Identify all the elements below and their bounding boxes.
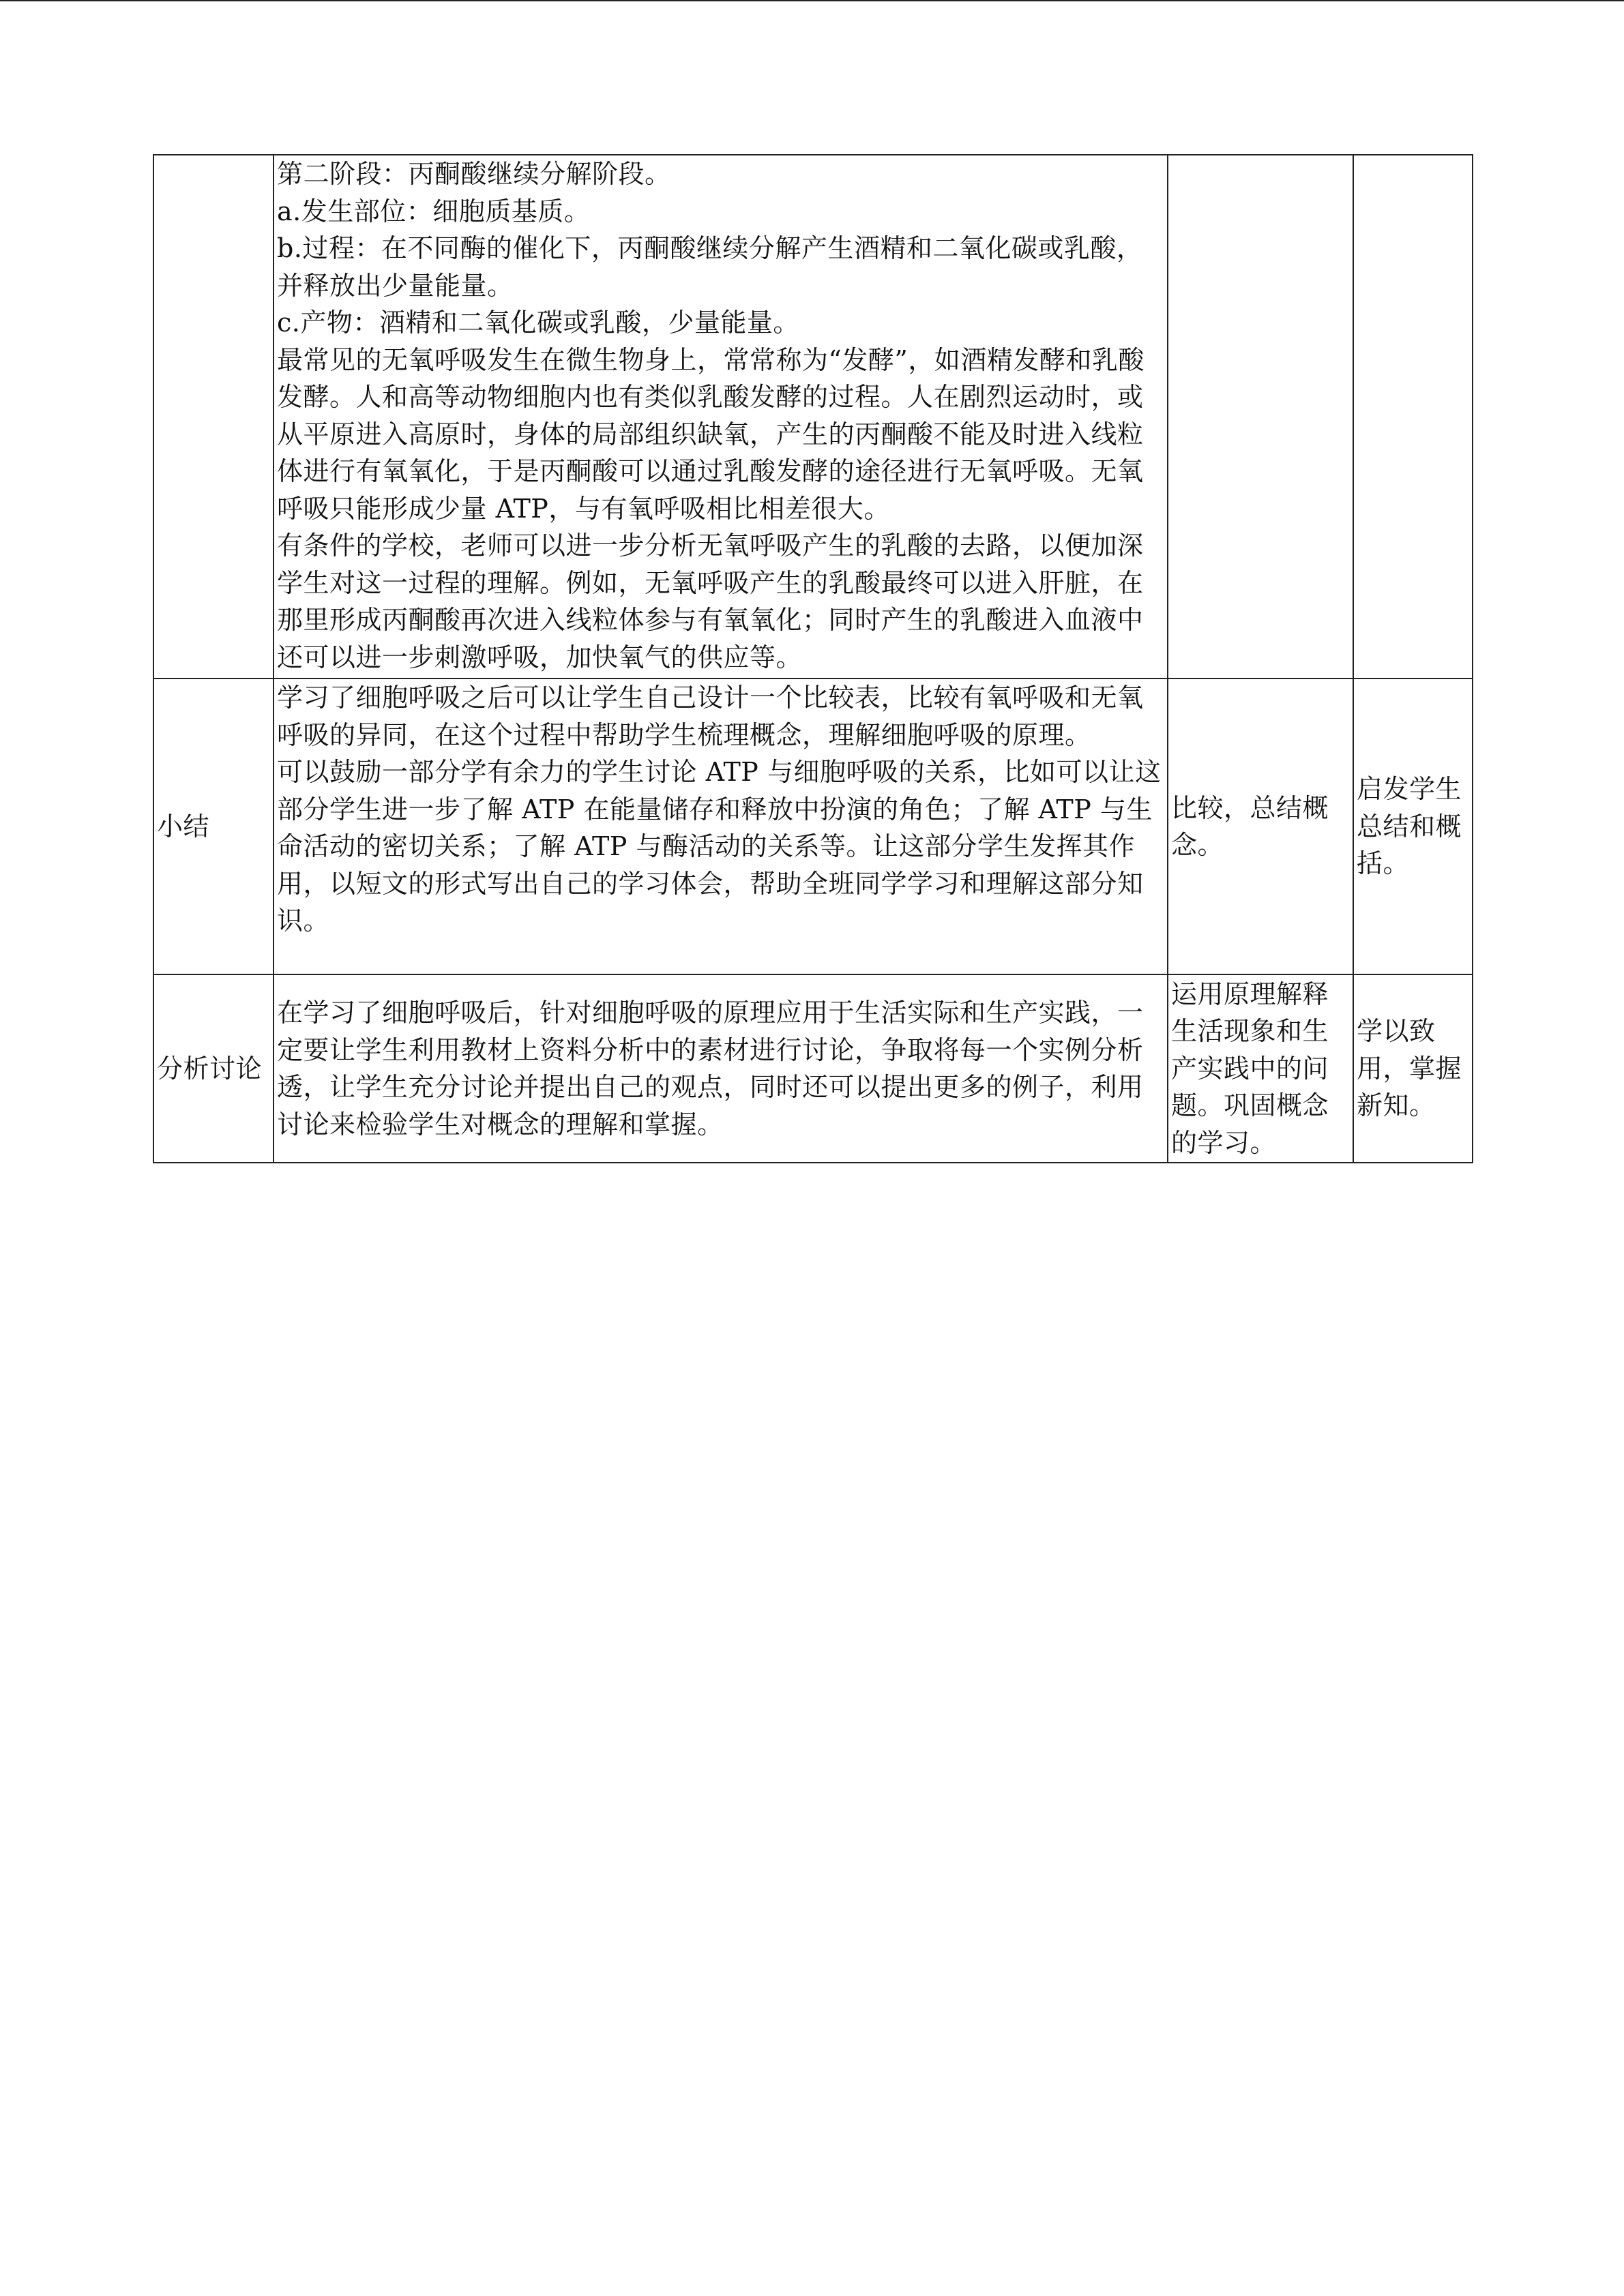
content-cell (274, 155, 1168, 679)
content-paragraph: 最常见的无氧呼吸发生在微生物身上，常常称为“发酵”，如酒精发酵和乳酸发酵。人和高等动物细胞内也有类似乳酸发酵的过程。人在剧烈运动时，或从平原进入高原时，身体的局部组织缺氧，产生的丙酮酸不能及时进入线粒体进行有氧氧化，于是丙酮酸可以通过乳酸发酵的途径进行无氧呼吸。无氧呼吸只能形成少量 ATP，与有氧呼吸相比相差很大。 (277, 344, 1145, 524)
table-row (153, 679, 1473, 974)
student-activity-cell: 运用原理解释生活现象和生产实践中的问题。巩固概念的学习。 (1168, 974, 1353, 1163)
stage-cell: 分析讨论 (153, 974, 274, 1163)
content-paragraph: a.发生部位：细胞质基质。 (277, 196, 591, 226)
student-activity-cell (1168, 155, 1353, 679)
content-paragraph: 学习了细胞呼吸之后可以让学生自己设计一个比较表，比较有氧呼吸和无氧呼吸的异同，在这个过程中帮助学生梳理概念，理解细胞呼吸的原理。 (277, 683, 1144, 750)
content-paragraph: 第二阶段：丙酮酸继续分解阶段。 (277, 159, 671, 189)
stage-cell (153, 155, 274, 679)
page-top-border (0, 0, 1624, 1)
stage-cell: 小结 (153, 679, 274, 974)
student-activity-cell: 比较，总结概念。 (1168, 679, 1353, 974)
design-intent-cell (1353, 155, 1473, 679)
content-paragraph: b.过程：在不同酶的催化下，丙酮酸继续分解产生酒精和二氧化碳或乳酸，并释放出少量能量。 (277, 233, 1143, 301)
design-intent-cell: 学以致用，掌握新知。 (1353, 974, 1473, 1163)
content-paragraph: 有条件的学校，老师可以进一步分析无氧呼吸产生的乳酸的去路，以便加深学生对这一过程的理解。例如，无氧呼吸产生的乳酸最终可以进入肝脏，在那里形成丙酮酸再次进入线粒体参与有氧氧化；同时产生的乳酸进入血液中还可以进一步刺激呼吸，加快氧气的供应等。 (277, 531, 1144, 672)
lesson-plan-table (153, 154, 1473, 1163)
content-paragraph: 在学习了细胞呼吸后，针对细胞呼吸的原理应用于生活实际和生产实践，一定要让学生利用教材上资料分析中的素材进行讨论，争取将每一个实例分析透，让学生充分讨论并提出自己的观点，同时还可以提出更多的例子，利用讨论来检验学生对概念的理解和掌握。 (277, 998, 1144, 1139)
content-cell (274, 679, 1168, 974)
content-paragraph: c.产物：酒精和二氧化碳或乳酸，少量能量。 (277, 308, 799, 338)
table-row (153, 155, 1473, 679)
content-paragraph: 可以鼓励一部分学有余力的学生讨论 ATP 与细胞呼吸的关系，比如可以让这部分学生进一步了解 ATP 在能量储存和释放中扮演的角色；了解 ATP 与生命活动的密切关系；了解 ATP 与酶活动的关系等。让这部分学生发挥其作用，以短文的形式写出自己的学习体会，帮助全班同学学习和理解这部分知识。 (277, 757, 1162, 936)
content-cell (274, 974, 1168, 1163)
design-intent-cell: 启发学生总结和概括。 (1353, 679, 1473, 974)
table-row (153, 974, 1473, 1163)
